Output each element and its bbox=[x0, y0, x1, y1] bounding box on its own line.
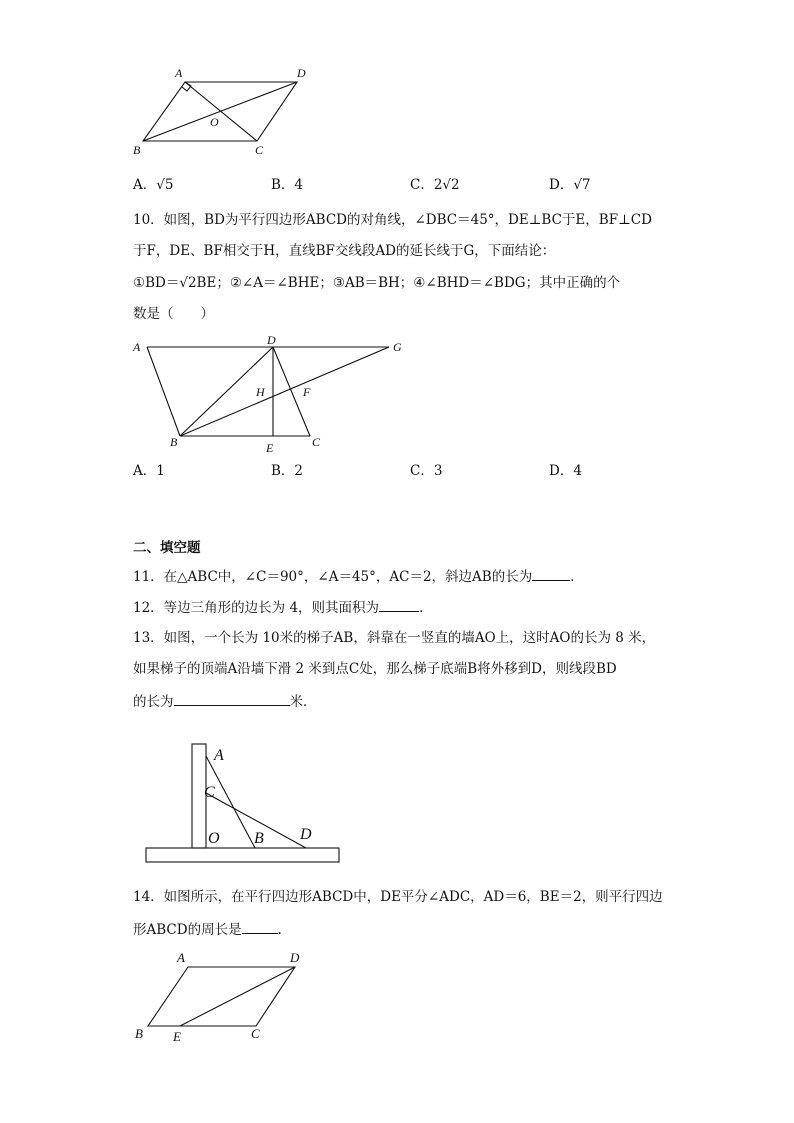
label-a: A bbox=[177, 950, 185, 965]
q14-suffix: ． bbox=[277, 922, 292, 938]
q13-line-3 bbox=[133, 691, 317, 711]
q13-line-1: 13．如图，一个长为 10米的梯子AB，斜靠在一竖直的墙AO上，这时AO的长为 8 米， bbox=[133, 630, 656, 646]
label-c: C bbox=[312, 435, 321, 449]
label-f: F bbox=[303, 385, 311, 399]
q11-end: ． bbox=[570, 569, 584, 585]
q13-suffix: 米． bbox=[289, 694, 317, 710]
label-g: G bbox=[393, 340, 402, 354]
label-a: A bbox=[175, 66, 183, 80]
label-h: H bbox=[256, 385, 265, 399]
segment-ab bbox=[147, 347, 180, 436]
q13-prefix: 的长为 bbox=[133, 694, 174, 710]
label-d: D bbox=[300, 826, 312, 843]
q12-answer-blank[interactable] bbox=[379, 597, 419, 612]
q10-line-2: 于F，DE、BF相交于H，直线BF交线段AD的延长线于G，下面结论： bbox=[133, 243, 556, 259]
q9-option-b: B．4 bbox=[271, 177, 304, 193]
q14-line-1: 14．如图所示，在平行四边形ABCD中，DE平分∠ADC，AD＝6，BE＝2，则平行四边 bbox=[133, 889, 663, 905]
label-b: B bbox=[135, 1026, 143, 1041]
q9-option-a: A．√5 bbox=[133, 177, 174, 193]
label-a: A bbox=[214, 747, 224, 764]
section-title-fill-in: 二、填空题 bbox=[133, 540, 201, 556]
q10-option-b: B．2 bbox=[271, 463, 304, 479]
label-a: A bbox=[133, 340, 141, 354]
label-d: D bbox=[290, 950, 300, 965]
q12-end: ． bbox=[419, 600, 433, 616]
q12-line bbox=[133, 597, 433, 617]
q10-option-c: C．3 bbox=[410, 463, 443, 479]
q10-option-a: A．1 bbox=[133, 463, 165, 479]
figure-q9 bbox=[125, 60, 325, 160]
parallelogram-abcd bbox=[148, 967, 295, 1026]
label-c: C bbox=[255, 143, 264, 157]
diagonal-bd bbox=[143, 82, 297, 141]
label-c: C bbox=[204, 784, 215, 801]
q10-line-3: ①BD＝√2BE；②∠A＝∠BHE；③AB＝BH；④∠BHD＝∠BDG；其中正确的个 bbox=[133, 275, 621, 291]
label-b: B bbox=[170, 435, 178, 449]
label-b: B bbox=[254, 830, 264, 847]
figure-q10 bbox=[125, 330, 415, 460]
segment-de bbox=[180, 967, 295, 1026]
figure-q14 bbox=[125, 945, 325, 1050]
figure-q13 bbox=[140, 735, 350, 870]
label-o: O bbox=[208, 830, 220, 847]
q11-text: 11．在△ABC中，∠C＝90°，∠A＝45°，AC＝2，斜边AB的长为 bbox=[133, 569, 533, 585]
label-d: D bbox=[297, 66, 306, 80]
q13-answer-blank[interactable] bbox=[174, 691, 290, 706]
q10-line-4: 数是（ ） bbox=[133, 306, 214, 322]
q12-text: 12．等边三角形的边长为 4，则其面积为 bbox=[133, 600, 380, 616]
label-c: C bbox=[251, 1026, 260, 1041]
label-b: B bbox=[133, 143, 141, 157]
q11-line bbox=[133, 566, 584, 586]
ground-bar bbox=[146, 848, 339, 862]
segment-bg bbox=[180, 347, 389, 436]
label-e: E bbox=[173, 1029, 181, 1044]
label-o: O bbox=[210, 115, 219, 129]
q10-line-1: 10．如图，BD为平行四边形ABCD的对角线，∠DBC＝45°，DE⊥BC于E，BF⊥CD bbox=[133, 212, 652, 228]
label-e: E bbox=[266, 441, 274, 455]
q14-prefix: 形ABCD的周长是 bbox=[133, 922, 242, 938]
q11-answer-blank[interactable] bbox=[532, 566, 570, 581]
q14-line-2 bbox=[133, 919, 291, 939]
q9-option-d: D．√7 bbox=[549, 177, 591, 193]
label-d: D bbox=[267, 333, 276, 347]
q14-answer-blank[interactable] bbox=[242, 919, 278, 934]
q9-option-c: C．2√2 bbox=[410, 177, 460, 193]
q10-option-d: D．4 bbox=[549, 463, 582, 479]
q13-line-2: 如果梯子的顶端A沿墙下滑 2 米到点C处，那么梯子底端B将外移到D，则线段BD bbox=[133, 661, 617, 677]
